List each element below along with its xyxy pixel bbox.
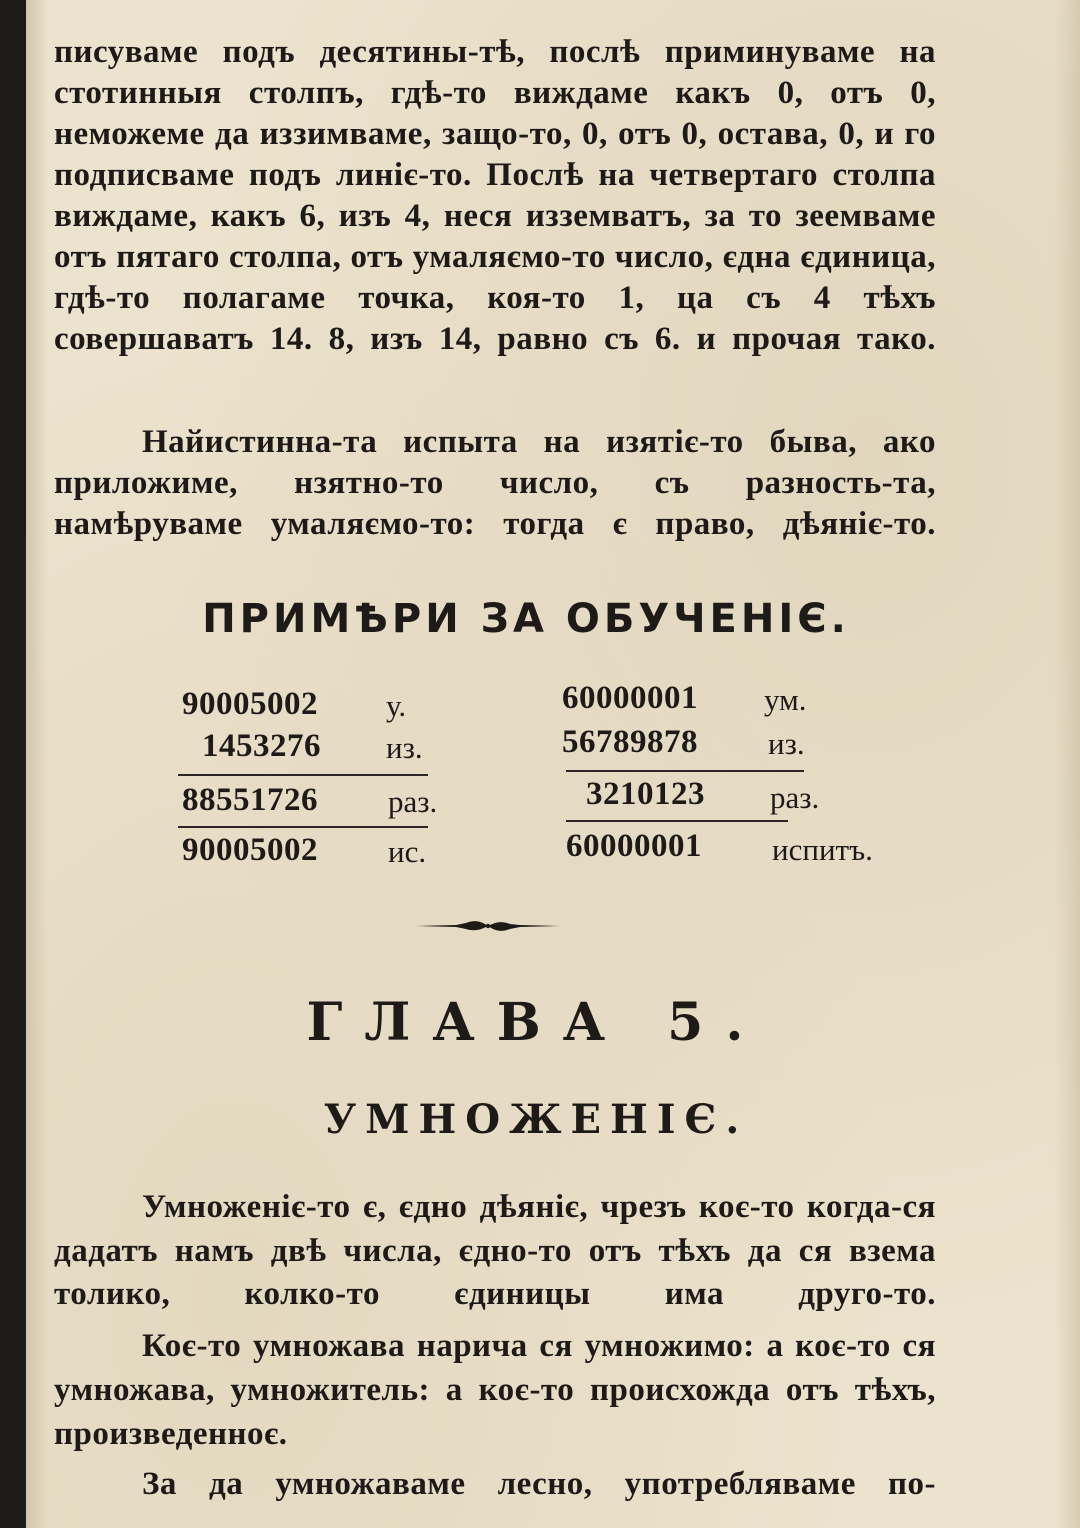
chapter-title: ГЛАВА 5.: [306, 992, 766, 1053]
paragraph-multiplication-table-intro: За да умножаваме лесно, употребляваме по-: [142, 1466, 936, 1502]
example-left-difference-label: раз.: [388, 784, 438, 819]
example-right-rule-1: [566, 770, 804, 772]
example-right-minuend-label: ум.: [764, 682, 807, 717]
example-left-minuend: 90005002: [182, 686, 318, 722]
example-left-rule-1: [178, 774, 428, 776]
ornament-divider-icon: [416, 914, 560, 938]
example-right-subtrahend-label: из.: [768, 726, 805, 761]
chapter-subtitle: УМНОЖЕНІЄ.: [323, 1096, 749, 1143]
example-right-check: 60000001: [566, 828, 702, 864]
example-left-difference: 88551726: [182, 782, 318, 818]
example-right-check-label: испитъ.: [772, 832, 873, 867]
paragraph-subtraction-check: Найистинна-та испыта на изятіє-то бывa, ако приложиме, нзятно-то число, съ разность-та, намѣруваме умаляємо-то: тогда є право, дѣяніє-то.: [54, 424, 936, 542]
book-page: [26, 0, 1080, 1528]
example-left-minuend-label: у.: [386, 688, 407, 723]
paragraph-multiplication-definition: Умноженіє-то є, єдно дѣяніє, чрезъ коє-то когда-ся дадатъ намъ двѣ числа, єдно-то отъ тѣхъ да ся взема толико, колко-то єдиницы има друго-то.: [54, 1189, 936, 1312]
example-left-subtrahend: 1453276: [202, 728, 321, 764]
example-left-rule-2: [178, 826, 428, 828]
example-right-subtrahend: 56789878: [562, 724, 698, 760]
examples-heading: ПРИМѢРИ ЗА ОБУЧЕНІЄ.: [202, 596, 850, 642]
example-left-check: 90005002: [182, 832, 318, 868]
example-right-rule-2: [566, 820, 788, 822]
example-left-subtrahend-label: из.: [386, 730, 423, 765]
paragraph-subtraction-explanation: писуваме подъ десятины-тѣ, послѣ приминуваме на стотинныя столпъ, гдѣ-то виждаме какъ 0, отъ 0, неможеме да иззимваме, защо-то, 0, отъ 0, остава, 0, и го подписваме подъ линіє-то. Послѣ на четвертаго столпа виждаме, какъ 6, изъ 4, неся изземватъ, за то зеемваме отъ пятаго столпа, отъ умаляємо-то число, єдна єдиница, гдѣ-то полагаме точка, коя-то 1, ца съ 4 тѣхъ совершаватъ 14. 8, изъ 14, равно съ 6. и прочая тако.: [54, 34, 936, 357]
example-right-difference-label: раз.: [770, 780, 820, 815]
example-left-check-label: ис.: [388, 834, 427, 869]
example-right-difference: 3210123: [586, 776, 705, 812]
example-right-minuend: 60000001: [562, 680, 698, 716]
paragraph-multiplication-terms: Коє-то умножава нарича ся умножимо: а коє-то ся умножава, умножитель: а коє-то происхожда отъ тѣхъ, произведенноє.: [54, 1328, 936, 1452]
